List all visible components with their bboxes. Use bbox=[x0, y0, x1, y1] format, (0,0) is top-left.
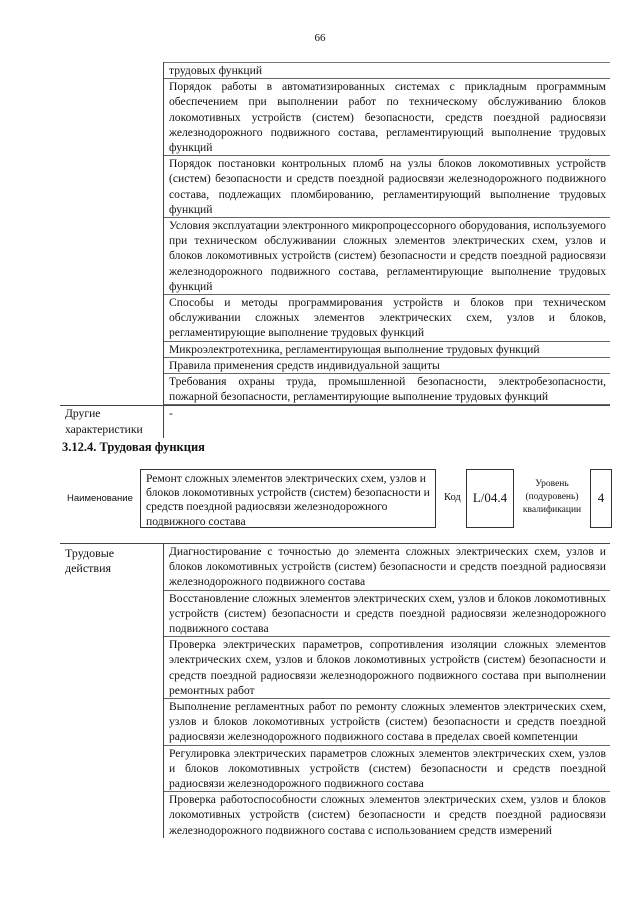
qualification-level-box: 4 bbox=[590, 469, 612, 528]
function-name-box: Ремонт сложных элементов электрических схем, узлов и блоков локомотивных устройств (систем) безопасности и средств поездной радиосвязи железнодорожного подвижного состава bbox=[140, 469, 436, 528]
knowledge-item: Правила применения средств индивидуальной защиты bbox=[164, 358, 610, 374]
name-label: Наименование bbox=[67, 493, 133, 504]
knowledge-item: трудовых функций bbox=[164, 62, 610, 79]
other-characteristics-row bbox=[60, 406, 610, 439]
other-characteristics-label: Другие характеристики bbox=[65, 407, 143, 436]
qualification-level-label: Уровень (подуровень) квалификации bbox=[522, 479, 582, 515]
knowledge-item: Требования охраны труда, промышленной безопасности, электробезопасности, пожарной безопасности, регламентирующие выполнение трудовых функций bbox=[164, 374, 610, 405]
knowledge-label-cell bbox=[60, 62, 164, 406]
labor-actions-table bbox=[60, 543, 610, 838]
labor-action-item: Регулировка электрических параметров сложных элементов электрических схем, узлов и блоков локомотивных устройств (систем) безопасности и средств поездной радиосвязи железнодорожного подвижного состава bbox=[164, 746, 610, 793]
labor-action-item: Восстановление сложных элементов электрических схем, узлов и блоков локомотивных устройств (систем) безопасности и средств поездной радиосвязи железнодорожного подвижного состава bbox=[164, 591, 610, 638]
labor-action-item: Выполнение регламентных работ по ремонту сложных элементов электрических схем, узлов и блоков локомотивных устройств (систем) безопасности и средств поездной радиосвязи железнодорожного подвижного состава в пределах своей компетенции bbox=[164, 699, 610, 746]
section-heading: 3.12.4. Трудовая функция bbox=[62, 440, 205, 454]
code-label: Код bbox=[444, 492, 461, 503]
page-number: 66 bbox=[314, 32, 326, 44]
labor-actions-label: Трудовые действия bbox=[65, 546, 115, 575]
knowledge-table-continued bbox=[60, 62, 610, 438]
knowledge-items-cell bbox=[164, 62, 611, 406]
labor-actions-items-cell bbox=[164, 544, 611, 838]
knowledge-item: Порядок работы в автоматизированных системах с прикладным программным обеспечением при выполнении работ по техническому обслуживанию блоков локомотивных устройств (систем) безопасности, средств поездной радиосвязи железнодорожного подвижного состава, регламентирующий выполнение трудовых функций bbox=[164, 79, 610, 156]
function-code-box: L/04.4 bbox=[466, 469, 514, 528]
knowledge-item: Условия эксплуатации электронного микропроцессорного оборудования, используемого при техническом обслуживании сложных элементов электрических схем, узлов и блоков локомотивных устройств (систем) безопасности и средств поездной радиосвязи железнодорожного подвижного состава, регламентирующие выполнение трудовых функций bbox=[164, 218, 610, 295]
knowledge-item: Порядок постановки контрольных пломб на узлы блоков локомотивных устройств (систем) безопасности и средств поездной радиосвязи железнодорожного подвижного состава, подлежащих пломбированию, регламентирующий выполнение трудовых функций bbox=[164, 156, 610, 218]
labor-action-item: Проверка электрических параметров, сопротивления изоляции сложных элементов электрических схем, узлов и блоков локомотивных устройств (систем) безопасности и средств поездной радиосвязи железнодорожного подвижного состава при выполнении ремонтных работ bbox=[164, 637, 610, 699]
labor-action-item: Проверка работоспособности сложных элементов электрических схем, узлов и блоков локомотивных устройств (систем) безопасности и средств поездной радиосвязи железнодорожного подвижного состава с использованием средств измерений bbox=[169, 793, 606, 837]
knowledge-item: Микроэлектротехника, регламентирующая выполнение трудовых функций bbox=[164, 342, 610, 358]
other-characteristics-value: - bbox=[169, 407, 173, 421]
knowledge-item: Способы и методы программирования устройств и блоков при техническом обслуживании сложных элементов электрических схем, узлов и блоков, регламентирующие выполнение трудовых функций bbox=[164, 295, 610, 342]
labor-action-item: Диагностирование с точностью до элемента сложных электрических схем, узлов и блоков локомотивных устройств (систем) безопасности и средств поездной радиосвязи железнодорожного подвижного состава bbox=[164, 544, 610, 591]
